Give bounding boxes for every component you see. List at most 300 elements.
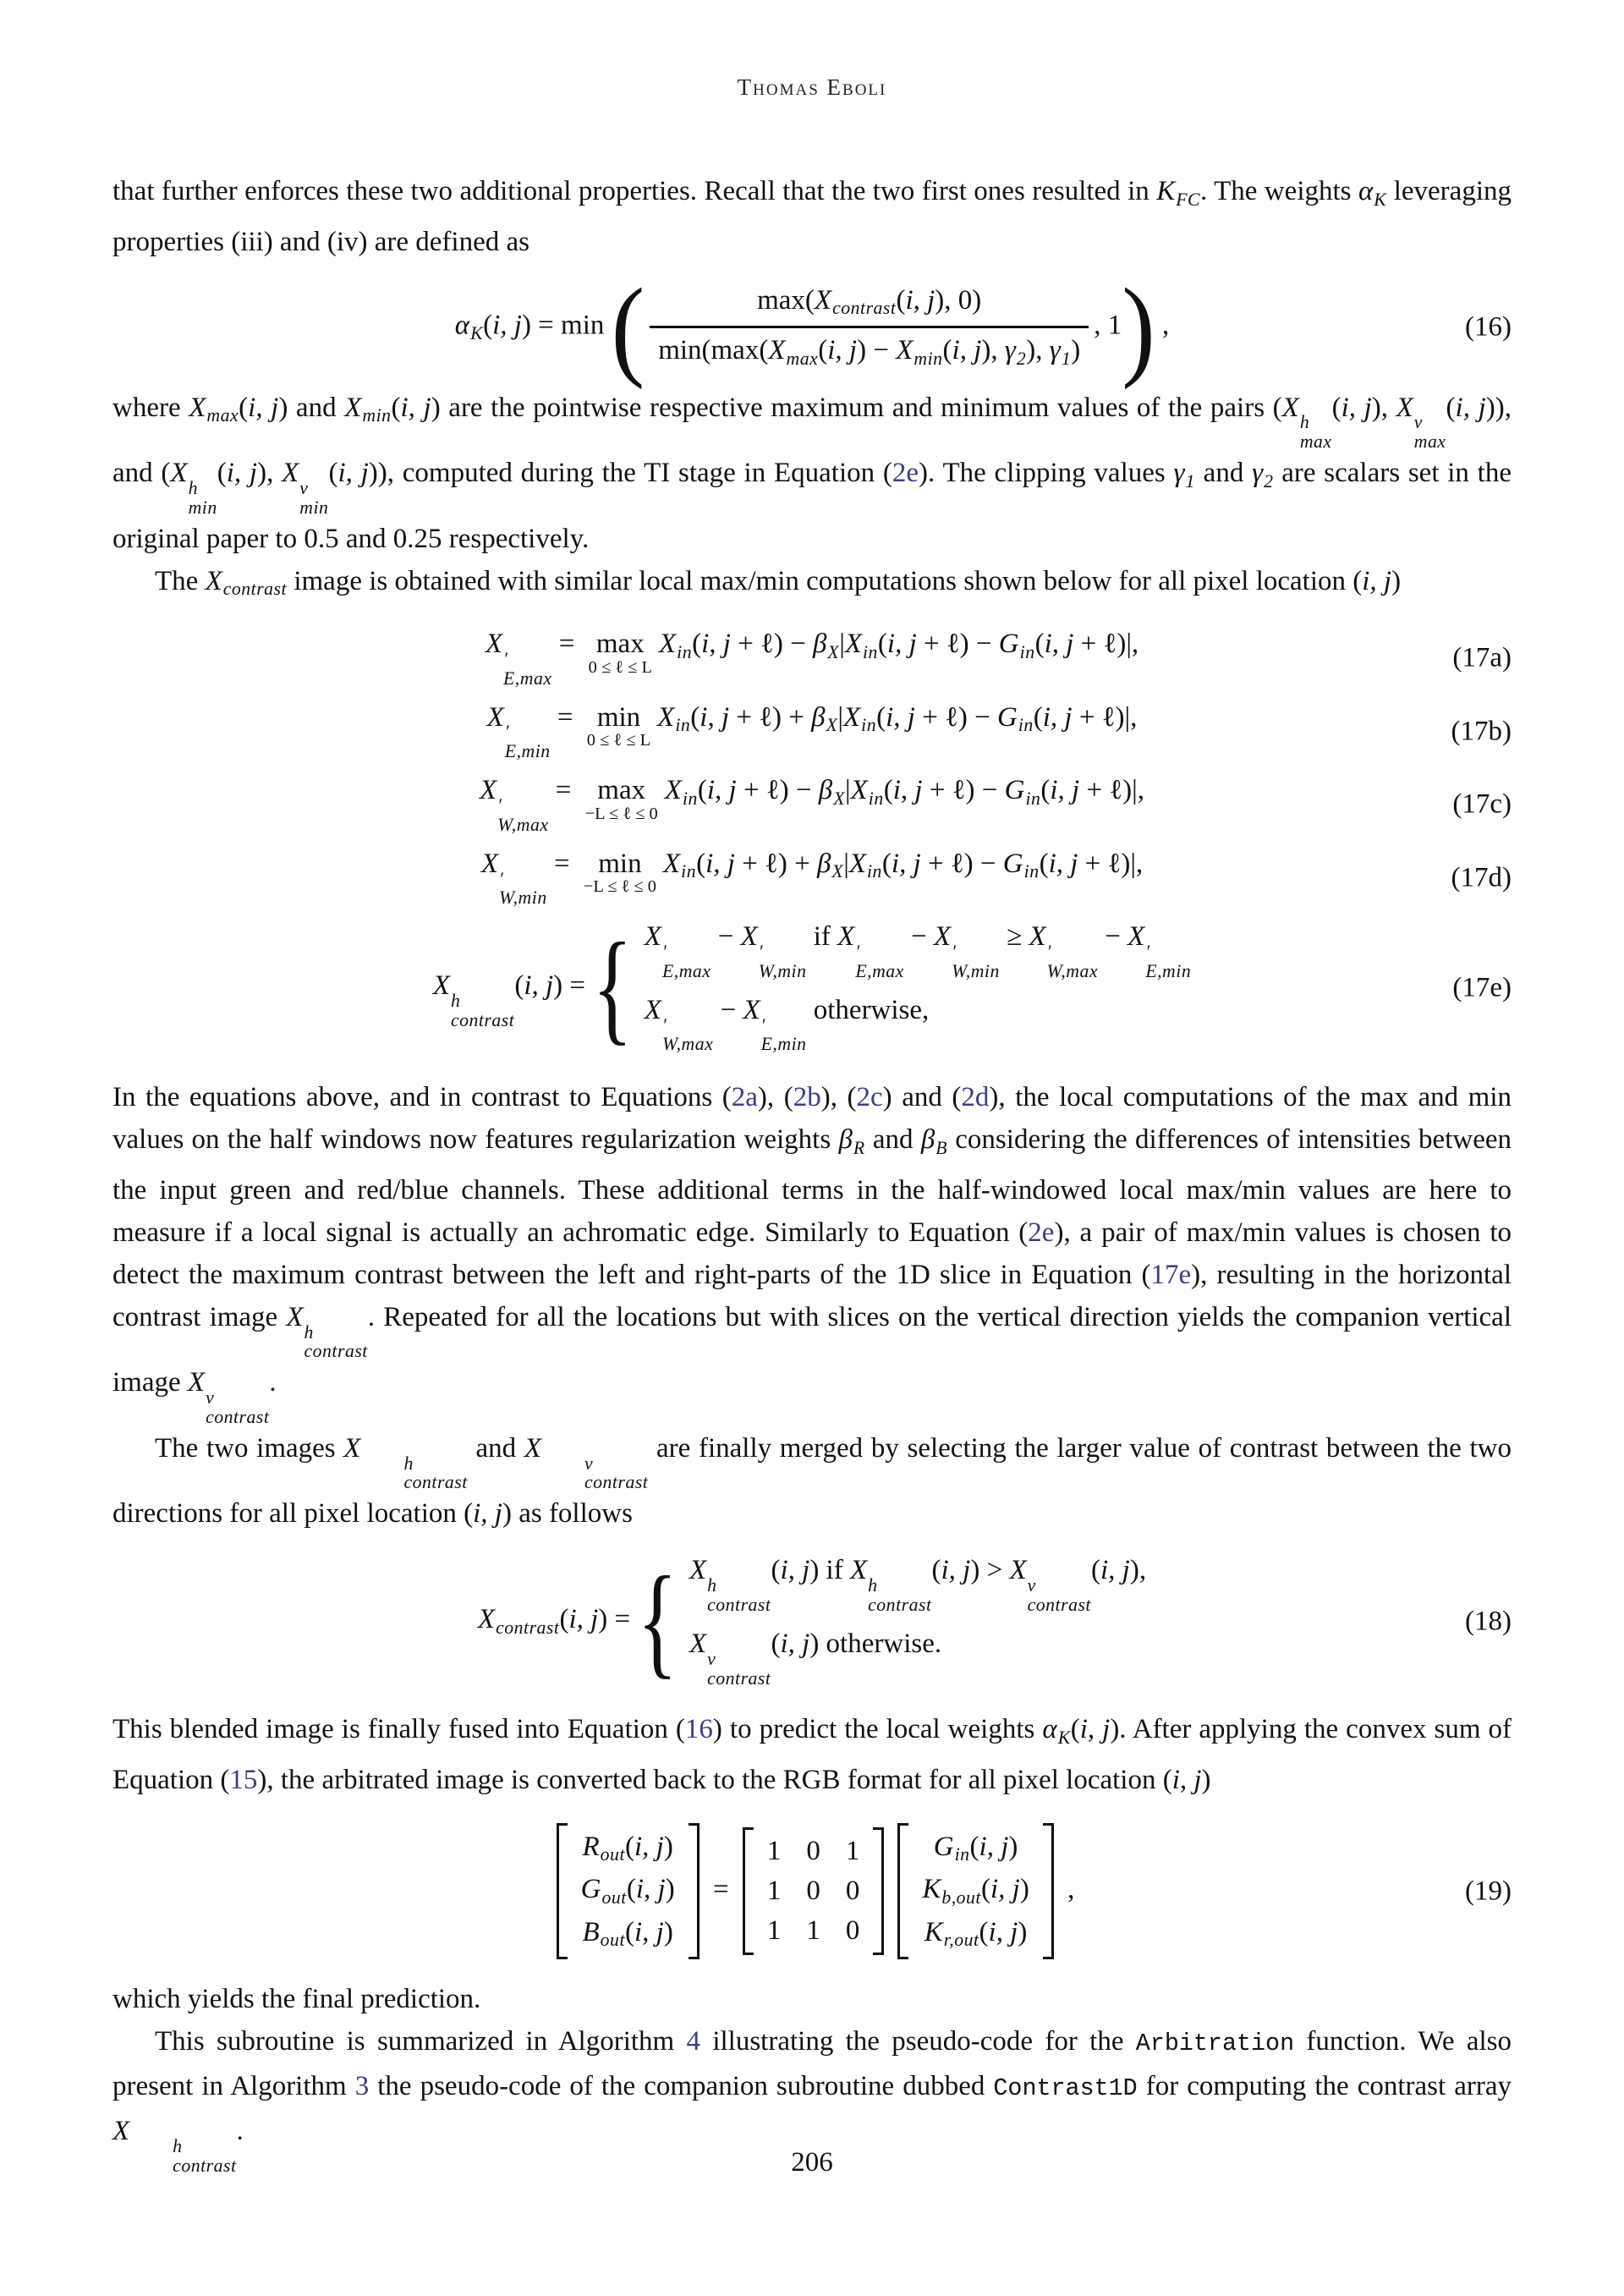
matrix-bracket-left [557, 1823, 568, 1960]
math-subscript: in [868, 788, 884, 809]
math-supsub [761, 1016, 807, 1055]
equation-ref-link[interactable]: 2a [731, 1082, 758, 1113]
math-superscript: h [450, 991, 461, 1012]
math-variable: γ [1252, 458, 1264, 489]
operator-limits: −L ≤ ℓ ≤ 0 [583, 877, 656, 897]
math-superscript: v [707, 1648, 716, 1669]
math-subscript: W,max [661, 1034, 714, 1055]
cases-row: X ′ W,max − X ′ E,min otherwise, [644, 994, 930, 1055]
math-variable: X [657, 701, 675, 733]
math-superscript: ′ [497, 794, 502, 816]
matrix-cell: 0 [806, 1836, 820, 1867]
math-variable: i, j [700, 701, 730, 733]
math-variable: β [811, 701, 826, 733]
equation-19-body: Rout(i, j) Gout(i, j) Bout(i, j) = 1 0 1 1 0 0 1 1 0 Gin(i, j) Kb,out(i, j) Kr,out(i, j) , [550, 1823, 1075, 1960]
math-subscript: E,min [504, 741, 551, 762]
equation-17b-body: X ′ E,min = min 0 ≤ ℓ ≤ L Xin(i, j + ℓ) + βX|Xin(i, j + ℓ) − Gin(i, j + ℓ)|, [486, 701, 1138, 762]
math-subscript: max [1413, 431, 1446, 453]
math-subscript: E,max [855, 960, 904, 981]
math-supsub [1047, 942, 1098, 981]
math-variable: β [920, 1124, 935, 1156]
math-supsub [1145, 942, 1191, 981]
math-superscript: h [1299, 412, 1310, 433]
math-variable: β [816, 848, 831, 879]
math-variable: X [850, 775, 868, 806]
math-variable: X [189, 392, 206, 423]
math-variable: i, j [1455, 392, 1486, 423]
math-subscript: out [601, 1887, 627, 1908]
math-variable: i, j [891, 848, 921, 879]
matrix-cell: Kb,out(i, j) [922, 1874, 1029, 1908]
math-variable: α [1042, 1714, 1057, 1745]
math-matrix [897, 1823, 1054, 1960]
math-subscript: FC [1176, 189, 1201, 210]
math-subscript: E,max [502, 667, 552, 689]
matrix-cell: 1 [766, 1876, 782, 1907]
math-subscript: contrast [832, 298, 897, 319]
math-subscript: min [188, 497, 217, 518]
running-head-author: Thomas Eboli [737, 74, 887, 100]
equation-17a-body: X ′ E,max = max 0 ≤ ℓ ≤ L Xin(i, j + ℓ) − βX|Xin(i, j + ℓ) − Gin(i, j + ℓ)|, [485, 629, 1139, 689]
math-limit-operator [584, 849, 656, 897]
math-supsub [759, 942, 807, 981]
math-subscript: X [827, 641, 840, 662]
math-subscript: in [677, 641, 693, 662]
math-variable: X [844, 629, 862, 660]
math-variable: X [843, 701, 861, 733]
math-subscript: 2 [1016, 348, 1027, 369]
operator-limits: −L ≤ ℓ ≤ 0 [584, 804, 658, 823]
math-fraction [650, 285, 1089, 370]
math-subscript: contrast [222, 579, 288, 600]
math-cases: { X ′ E,max − X ′ W,min if X ′ E,max − X ′ W,min ≥ X ′ W,max − X ′ E,min X ′ W,max − X ′ E,min otherwise, [592, 918, 1192, 1057]
math-variable: X [644, 921, 661, 953]
math-subscript: b,out [941, 1887, 981, 1908]
math-variable: X [689, 1555, 707, 1586]
equation-17d [112, 849, 1512, 909]
operator-limits: 0 ≤ ℓ ≤ L [586, 731, 651, 750]
fraction-denominator: min(max(Xmax(i, j) − Xmin(i, j), γ2), γ1) [650, 326, 1089, 370]
equation-ref-link[interactable]: 3 [354, 2071, 370, 2102]
math-variable: X [432, 970, 450, 1002]
math-variable: X [524, 1432, 541, 1464]
math-supsub [1300, 413, 1332, 452]
equation-19 [112, 1823, 1512, 1960]
math-variable: α [454, 310, 470, 341]
math-variable: G [580, 1874, 601, 1905]
math-subscript: E,min [760, 1034, 807, 1055]
math-superscript: ′ [661, 942, 667, 963]
matrix-cell: 0 [806, 1876, 820, 1907]
equation-17a-number: (17a) [1452, 642, 1512, 673]
math-superscript: h [188, 477, 198, 498]
math-variable: i, j [473, 1498, 502, 1530]
math-subscript: in [862, 641, 878, 662]
equation-17b-number: (17b) [1451, 716, 1512, 747]
equation-18 [112, 1552, 1512, 1690]
math-variable: i, j [400, 392, 431, 423]
math-subscript: W,min [952, 960, 1000, 981]
math-variable: γ [1173, 458, 1185, 489]
math-subscript: 1 [1061, 348, 1072, 369]
page-number: 206 [791, 2147, 833, 2178]
math-variable: i, j [634, 1916, 664, 1947]
math-variable: i, j [892, 775, 923, 806]
math-supsub [855, 942, 904, 981]
paragraph-intro: that further enforces these two additional properties. Recall that the two first ones resulted in KFC. The weights αK leveraging properties (iii) and (iv) are defined as [112, 176, 1512, 257]
matrix-cells [568, 1823, 689, 1960]
math-superscript: ′ [760, 1014, 765, 1035]
math-subscript: W,min [758, 960, 807, 981]
math-variable: i, j [635, 1874, 666, 1905]
math-superscript: h [173, 2136, 183, 2157]
math-variable: i, j [1100, 1555, 1130, 1586]
math-supsub [499, 870, 547, 909]
math-variable: i, j [886, 701, 915, 733]
math-subscript: max [1299, 431, 1332, 453]
math-superscript: ′ [502, 648, 508, 669]
math-variable: γ [1004, 335, 1016, 366]
math-variable: X [170, 458, 188, 489]
math-variable: i, j [1042, 701, 1073, 733]
math-variable: i, j [886, 629, 917, 660]
math-variable: i, j [524, 970, 554, 1002]
math-matrix [557, 1823, 700, 1960]
operator-limits: 0 ≤ ℓ ≤ L [588, 657, 652, 677]
math-subscript: X [833, 788, 845, 809]
math-variable: B [582, 1916, 600, 1947]
math-subscript: r,out [943, 1930, 979, 1951]
math-variable: i, j [952, 335, 982, 366]
math-superscript: v [584, 1453, 594, 1474]
math-variable: β [838, 1124, 853, 1156]
math-variable: X [743, 994, 760, 1025]
equation-16-body: αK(i, j) = min ( $\frac{\text{max(Xcontrast(i, j), 0)}}{\min(\max(Xmax(i, j) - Xmin(i, j), \gamma 2), \gamma 1)}$ , 1) , [454, 264, 1170, 390]
inline-code: Contrast1D [993, 2074, 1138, 2103]
math-subscript: E,max [661, 960, 711, 981]
matrix-cell: 1 [806, 1915, 820, 1947]
math-subscript: contrast [868, 1594, 932, 1615]
math-limit-operator [587, 703, 650, 750]
operator-name: max [597, 775, 646, 806]
math-superscript: ′ [952, 942, 957, 963]
math-subscript: in [675, 715, 691, 736]
equation-ref-link[interactable]: 2e [1028, 1217, 1055, 1248]
math-variable: X [837, 921, 855, 953]
math-supsub [868, 1576, 931, 1615]
equation-17d-number: (17d) [1451, 862, 1512, 893]
matrix-bracket-right [689, 1823, 700, 1960]
math-subscript: contrast [584, 1472, 649, 1493]
math-subscript: contrast [206, 1406, 270, 1427]
math-subscript: W,max [497, 814, 549, 835]
equation-ref-link[interactable]: 4 [686, 2026, 701, 2057]
math-subscript: in [681, 861, 697, 882]
matrix-bracket-left [897, 1823, 908, 1960]
math-variable: i, j [1079, 1714, 1111, 1745]
math-variable: i, j [226, 458, 258, 489]
cases-row: X v contrast (i, j) otherwise. [689, 1628, 942, 1689]
math-variable: i, j [1171, 1764, 1202, 1795]
math-variable: X [343, 1432, 361, 1464]
math-subscript: X [826, 715, 838, 736]
math-supsub [662, 1016, 713, 1055]
matrix-cells [908, 1823, 1043, 1960]
math-variable: i, j [1048, 848, 1078, 879]
matrix-bracket-right [1043, 1823, 1054, 1960]
math-subscript: B [935, 1137, 948, 1158]
math-subscript: contrast [496, 1617, 560, 1638]
math-superscript: h [403, 1453, 414, 1474]
math-variable: i, j [706, 775, 737, 806]
equation-ref-link[interactable]: 2d [961, 1082, 990, 1113]
math-supsub [662, 942, 711, 981]
math-supsub [1028, 1576, 1091, 1615]
math-subscript: K [1374, 189, 1387, 210]
math-variable: i, j [492, 310, 522, 341]
matrix-cell: Rout(i, j) [582, 1831, 673, 1865]
equation-ref-link[interactable]: 2e [892, 458, 919, 489]
math-limit-operator [585, 776, 658, 823]
math-subscript: contrast [450, 1009, 515, 1030]
math-subscript: K [1057, 1727, 1071, 1748]
math-variable: i, j [248, 392, 279, 423]
cases-rows [645, 921, 1191, 1054]
math-variable: i, j [905, 284, 935, 316]
math-variable: X [848, 848, 866, 879]
equation-17b [112, 702, 1512, 762]
paragraph-final-prediction: which yields the final prediction. [112, 1984, 481, 2015]
equation-17e-body: X h contrast (i, j) = { X ′ E,max − X ′ W,min if X ′ E,max − X ′ W,min ≥ X ′ W,max − X ′ E,min X ′ W,max − X ′ E,min otherwise, [432, 918, 1192, 1057]
equation-17a [112, 629, 1512, 689]
math-subscript: 2 [1264, 470, 1274, 492]
math-variable: i, j [979, 1831, 1009, 1862]
math-limit-operator [589, 629, 652, 677]
math-superscript: ′ [1145, 942, 1150, 963]
math-variable: i, j [827, 335, 858, 366]
math-variable: i, j [780, 1628, 810, 1659]
math-variable: X [1396, 392, 1413, 423]
math-variable: i, j [1362, 565, 1392, 596]
equation-ref-link[interactable]: 16 [684, 1714, 713, 1745]
matrix-cell: 0 [845, 1876, 860, 1907]
math-superscript: ′ [1046, 942, 1051, 963]
math-variable: G [996, 701, 1018, 733]
equation-17c [112, 775, 1512, 835]
math-variable: G [1004, 775, 1025, 806]
matrix-bracket-left [743, 1827, 754, 1955]
equation-18-number: (18) [1465, 1606, 1512, 1637]
math-variable: i, j [990, 1874, 1020, 1905]
math-subscript: in [682, 788, 698, 809]
math-variable: X [658, 629, 677, 660]
math-subscript: contrast [403, 1472, 468, 1493]
math-variable: X [1009, 1555, 1027, 1586]
math-supsub [206, 1388, 269, 1427]
math-variable: α [1358, 176, 1374, 206]
math-subscript: X [831, 861, 844, 882]
math-variable: X [485, 629, 502, 660]
matrix-cell: Kr,out(i, j) [924, 1916, 1028, 1951]
math-variable: i, j [705, 848, 735, 879]
math-variable: R [582, 1831, 600, 1862]
math-superscript: h [868, 1575, 878, 1596]
cases-rows [689, 1555, 1146, 1688]
math-variable: X [768, 335, 786, 366]
math-variable: X [187, 1367, 206, 1398]
math-variable: X [644, 994, 661, 1025]
math-subscript: in [954, 1844, 970, 1865]
math-subscript: W,max [1046, 960, 1099, 981]
math-variable: X [286, 1301, 304, 1332]
math-variable: β [818, 775, 833, 806]
equation-ref-link[interactable]: 15 [229, 1764, 258, 1795]
math-supsub [952, 942, 1000, 981]
math-variable: γ [1049, 335, 1061, 366]
math-subscript: contrast [1027, 1594, 1091, 1615]
math-variable: X [480, 775, 497, 806]
math-superscript: v [299, 477, 309, 498]
paragraph-contrast-image: The Xcontrast image is obtained with similar local max/min computations shown below for all pixel location (i, j) [155, 565, 1402, 600]
math-subscript: R [853, 1137, 865, 1158]
math-variable: G [1002, 848, 1023, 879]
math-variable: i, j [780, 1555, 810, 1586]
math-subscript: min [362, 405, 392, 426]
math-variable: X [112, 2116, 130, 2147]
equation-17c-body: X ′ W,max = max −L ≤ ℓ ≤ 0 Xin(i, j + ℓ) − βX|Xin(i, j + ℓ) − Gin(i, j + ℓ)|, [480, 775, 1144, 835]
operator-name: min [596, 701, 641, 733]
math-variable: X [205, 565, 222, 596]
math-subscript: in [866, 861, 882, 882]
math-superscript: ′ [661, 1014, 667, 1035]
equation-18-body: Xcontrast(i, j) = { X h contrast (i, j) if X h contrast (i, j) > X v contrast (i, j), X v contrast (i, j) otherwise. [477, 1552, 1147, 1690]
math-subscript: min [914, 348, 943, 369]
math-variable: i, j [988, 1916, 1018, 1947]
matrix-cells [754, 1827, 874, 1955]
math-subscript: in [1019, 641, 1035, 662]
fraction-numerator: max(Xcontrast(i, j), 0) [757, 284, 982, 319]
operator-name: min [598, 848, 642, 879]
math-variable: X [477, 1604, 496, 1635]
matrix-cell: 0 [845, 1915, 860, 1947]
matrix-cell: 1 [845, 1836, 860, 1867]
math-variable: X [662, 848, 681, 879]
math-variable: i, j [701, 629, 731, 660]
math-superscript: v [1027, 1575, 1036, 1596]
math-superscript: h [304, 1321, 314, 1343]
matrix-cell: Gin(i, j) [933, 1831, 1018, 1865]
math-superscript: ′ [504, 722, 510, 743]
math-subscript: in [1023, 861, 1040, 882]
math-superscript: ′ [855, 942, 860, 963]
math-supsub [503, 650, 552, 689]
operator-name: max [595, 629, 645, 660]
equation-16 [112, 264, 1512, 390]
equation-19-number: (19) [1465, 1876, 1512, 1907]
math-supsub [451, 991, 514, 1030]
paragraph-merge: The two images X h contrast and X v contrast are finally merged by selecting the larger value of contrast between the two directions for all pixel location (i, j) as follows [112, 1432, 1512, 1530]
math-variable: i, j [1044, 629, 1074, 660]
paragraph-subroutine: This subroutine is summarized in Algorithm 4 illustrating the pseudo-code for the Arbitration function. We also present in Algorithm 3 the pseudo-code of the companion subroutine dubbed Contrast1D for computing the contrast array X h contrast . [112, 2026, 1512, 2177]
equation-17d-body: X ′ W,min = min −L ≤ ℓ ≤ 0 Xin(i, j + ℓ) + βX|Xin(i, j + ℓ) − Gin(i, j + ℓ)|, [480, 848, 1144, 909]
math-variable: X [740, 921, 758, 953]
math-variable: i, j [337, 458, 369, 489]
paragraph-blended: This blended image is finally fused into Equation (16) to predict the local weights αK(i, j). After applying the convex sum of Equation (15), the arbitrated image is converted back to the RGB format for all pixel location (i, j) [112, 1714, 1512, 1795]
matrix-cell: Bout(i, j) [582, 1916, 673, 1951]
math-variable: X [689, 1628, 707, 1659]
math-variable: X [1281, 392, 1299, 423]
math-supsub [299, 479, 328, 518]
math-variable: i, j [941, 1555, 971, 1586]
math-subscript: W,min [498, 887, 547, 909]
math-superscript: v [206, 1387, 215, 1409]
math-variable: K [924, 1916, 943, 1947]
equation-17c-number: (17c) [1452, 788, 1512, 820]
math-variable: β [812, 629, 827, 660]
equation-ref-link[interactable]: 17e [1150, 1259, 1192, 1290]
paragraph-discussion: In the equations above, and in contrast to Equations (2a), (2b), (2c) and (2d), the local computations of the max and min values on the half windows now features regularization weights βR and βB considering the differences of intensities between the input green and red/blue channels. These additional terms in the half-windowed local max/min values are here to measure if a local signal is actually an achromatic edge. Similarly to Equation (2e), a pair of max/min values is chosen to detect the maximum contrast between the left and right-parts of the 1D slice in Equation (17e), resulting in the horizontal contrast image X h contrast . Repeated for all the locations but with slices on the vertical direction yields the companion vertical image X v contrast . [112, 1082, 1512, 1427]
math-cases: { X h contrast (i, j) if X h contrast (i, j) > X v contrast (i, j), X v contrast (i, j) otherwise. [637, 1552, 1147, 1690]
math-variable: G [998, 629, 1019, 660]
math-subscript: contrast [304, 1341, 368, 1362]
math-supsub [542, 1454, 648, 1493]
equation-ref-link[interactable]: 2c [856, 1082, 883, 1113]
math-variable: X [1029, 921, 1046, 953]
equation-ref-link[interactable]: 2b [793, 1082, 821, 1113]
math-variable: X [344, 392, 362, 423]
equation-group-17 [112, 629, 1512, 1057]
math-subscript: 1 [1185, 470, 1195, 492]
equation-17e-number: (17e) [1452, 972, 1512, 1003]
math-subscript: E,min [1145, 960, 1192, 981]
math-variable: X [480, 848, 498, 879]
math-subscript: out [600, 1844, 625, 1865]
math-variable: X [1127, 921, 1145, 953]
math-variable: i, j [1341, 392, 1372, 423]
math-subscript: K [470, 322, 484, 343]
math-subscript: in [861, 715, 877, 736]
math-variable: i, j [568, 1604, 599, 1635]
math-supsub [505, 722, 551, 761]
math-subscript: contrast [173, 2156, 237, 2177]
math-subscript: contrast [707, 1667, 771, 1689]
math-superscript: v [1413, 412, 1423, 433]
cases-row: X h contrast (i, j) if X h contrast (i, j) > X v contrast (i, j), [689, 1555, 1147, 1615]
math-supsub [304, 1323, 368, 1362]
math-variable: i, j [1050, 775, 1080, 806]
math-superscript: ′ [758, 942, 764, 963]
matrix-cell: 1 [766, 1915, 782, 1947]
math-subscript: contrast [707, 1594, 771, 1615]
math-supsub [497, 796, 548, 835]
inline-code: Arbitration [1135, 2030, 1295, 2058]
math-variable: K [922, 1874, 941, 1905]
math-variable: X [849, 1555, 868, 1586]
math-supsub [189, 479, 217, 518]
cases-row: X ′ E,max − X ′ W,min if X ′ E,max − X ′ W,min ≥ X ′ W,max − X ′ E,min [644, 921, 1192, 981]
math-variable: G [933, 1831, 954, 1862]
equation-17e [112, 918, 1512, 1057]
math-variable: K [1156, 176, 1176, 206]
math-supsub [1414, 413, 1446, 452]
math-variable: X [933, 921, 952, 953]
math-variable: X [664, 775, 682, 806]
math-subscript: max [786, 348, 819, 369]
equation-16-number: (16) [1465, 311, 1512, 343]
math-variable: i, j [634, 1831, 664, 1862]
matrix-cell: Gout(i, j) [580, 1874, 675, 1908]
math-variable: X [896, 335, 914, 366]
